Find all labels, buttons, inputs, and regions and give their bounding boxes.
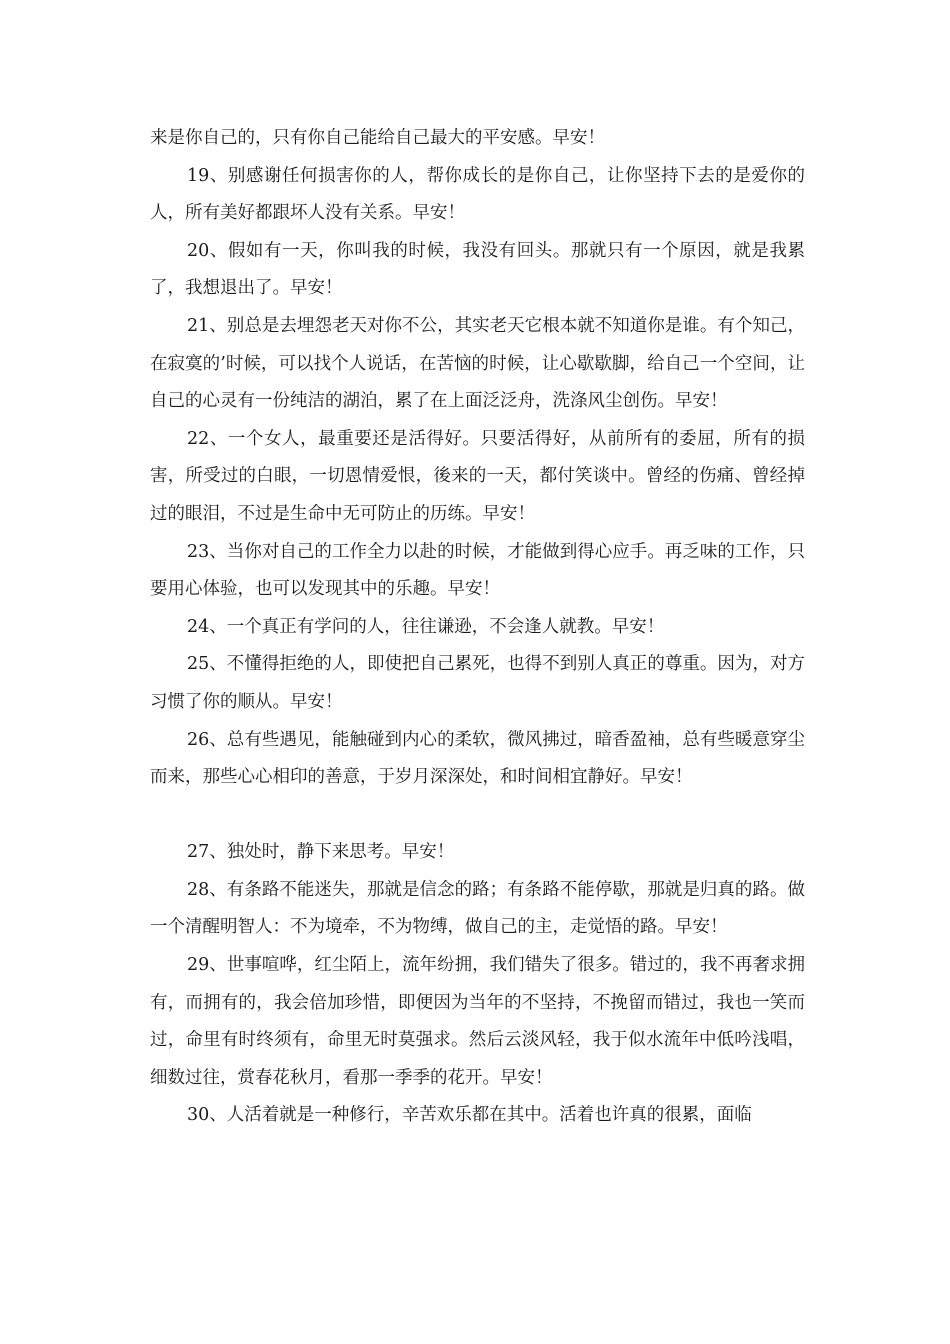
blank-line <box>150 797 805 835</box>
paragraph-30: 30、人活着就是一种修行，辛苦欢乐都在其中。活着也许真的很累，面临 <box>187 1105 752 1126</box>
paragraph-19: 19、别感谢任何损害你的人，帮你成长的是你自己，让你坚持下去的是爱你的人，所有美好都跟坏人没有关系。早安！ <box>150 165 805 224</box>
paragraph-20: 20、假如有一天，你叫我的时候，我没有回头。那就只有一个原因，就是我累了，我想退出了。早安！ <box>150 240 805 299</box>
document-body <box>150 120 805 1135</box>
paragraph-24: 24、一个真正有学问的人，往往谦逊，不会逢人就教。早安！ <box>187 616 665 637</box>
paragraph-21: 21、别总是去埋怨老天对你不公，其实老天它根本就不知道你是谁。有个知己，在寂寞的’时候，可以找个人说话，在苦恼的时候，让心歇歇脚，给自己一个空间，让自己的心灵有一份纯洁的湖泊，累了在上面泛泛舟，洗涤风尘创伤。早安！ <box>150 315 805 412</box>
paragraph-continuation: 来是你自己的，只有你自己能给自己最大的平安感。早安！ <box>150 128 605 148</box>
paragraph-27: 27、独处时，静下来思考。早安！ <box>187 842 455 863</box>
paragraph-22: 22、一个女人，最重要还是活得好。只要活得好，从前所有的委屈，所有的损害，所受过的白眼，一切恩情爱恨，後来的一天，都付笑谈中。曾经的伤痛、曾经掉过的眼泪，不过是生命中无可防止的历练。早安！ <box>150 428 805 524</box>
paragraph-23: 23、当你对自己的工作全力以赴的时候，才能做到得心应手。再乏味的工作，只要用心体验，也可以发现其中的乐趣。早安！ <box>150 541 805 600</box>
paragraph-26: 26、总有些遇见，能触碰到内心的柔软，微风拂过，暗香盈袖，总有些暖意穿尘而来，那些心心相印的善意，于岁月深深处，和时间相宜静好。早安！ <box>150 729 805 788</box>
paragraph-28: 28、有条路不能迷失，那就是信念的路；有条路不能停歇，那就是归真的路。做一个清醒明智人：不为境牵，不为物缚，做自己的主，走觉悟的路。早安！ <box>150 879 805 938</box>
paragraph-29: 29、世事喧哗，红尘陌上，流年纷拥，我们错失了很多。错过的，我不再奢求拥有，而拥有的，我会倍加珍惜，即便因为当年的不坚持，不挽留而错过，我也一笑而过，命里有时终须有，命里无时莫强求。然后云淡风轻，我于似水流年中低吟浅唱，细数过往，赏春花秋月，看那一季季的花开。早安！ <box>150 955 805 1088</box>
paragraph-25: 25、不懂得拒绝的人，即使把自己累死，也得不到别人真正的尊重。因为，对方习惯了你的顺从。早安！ <box>150 654 805 712</box>
